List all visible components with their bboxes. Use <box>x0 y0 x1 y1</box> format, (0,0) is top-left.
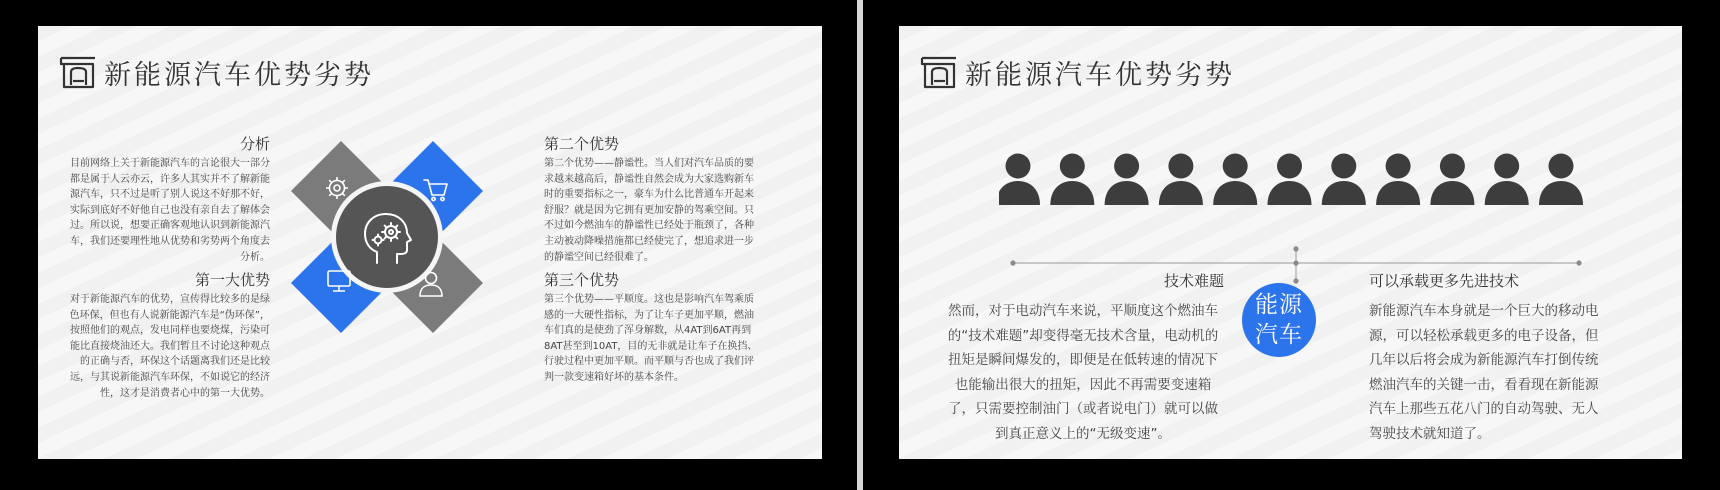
energy-car-label: 能源 汽车 <box>1255 292 1303 348</box>
slide-1-title-row <box>58 52 374 92</box>
tech-difficulty-text: 然而，对于电动汽车来说，平顺度这个燃油车的“技术难题”却变得毫无技术含量，电动机的扭矩是瞬间爆发的，即便是在低转速的情况下也能输出很大的扭矩，因此不再需要变速箱了，只需要控制油门（或者说电门）就可以做到真正意义上的“无级变速”。 <box>947 303 1219 442</box>
shop-icon <box>58 54 98 90</box>
person-icon <box>1376 154 1420 206</box>
slide-2-title-row <box>919 52 1235 92</box>
advantage-diagram <box>281 133 541 343</box>
page-title: 新能源汽车优势劣势 <box>965 59 1235 91</box>
person-icon <box>1268 154 1312 206</box>
timeline-bottom-dot <box>1293 278 1298 283</box>
person-icon <box>1105 154 1149 206</box>
page-title: 新能源汽车优势劣势 <box>104 59 374 91</box>
first-advantage-text: 对于新能源汽车的优势，宣传得比较多的是绿色环保，但也有人说新能源汽车是“伪环保”，按照他们的观点，发电同样也要烧煤，污染可能比直接烧油还大。我们暂且不讨论这种观点的正确与否，环保这个话题离我们还是比较远，与其说新能源汽车环保，不如说它的经济性，这才是消费者心中的第一大优势。 <box>69 294 270 399</box>
person-icon <box>999 154 1040 206</box>
second-advantage-heading: 第二个优势 <box>544 135 620 153</box>
person-icon <box>1539 154 1583 206</box>
energy-car-badge <box>1242 283 1316 357</box>
person-icon <box>1430 154 1474 206</box>
shop-icon <box>919 54 959 90</box>
person-icon <box>1485 154 1529 206</box>
third-advantage-heading: 第三个优势 <box>544 271 620 289</box>
timeline-top-dot <box>1293 246 1298 251</box>
person-icon <box>1322 154 1366 206</box>
slide-1[interactable] <box>38 26 822 459</box>
tech-difficulty-heading: 技术难题 <box>1163 272 1224 290</box>
third-advantage-text: 第三个优势——平顺度。这也是影响汽车驾乘质感的一大硬性指标，为了让车子更加平顺，燃油车们真的是使劲了浑身解数，从4AT到6AT再到8AT甚至到10AT，目的无非就是让车子在换挡、行驶过程中更加平顺。而平顺与否也成了我们评判一款变速箱好坏的基本条件。 <box>544 294 758 383</box>
person-icon <box>1213 154 1257 206</box>
person-icon <box>1050 154 1094 206</box>
more-tech-heading: 可以承载更多先进技术 <box>1369 272 1520 290</box>
more-tech-text: 新能源汽车本身就是一个巨大的移动电源，可以轻松承载更多的电子设备，但几年以后将会成为新能源汽车打倒传统燃油汽车的关键一击，看看现在新能源汽车上那些五花八门的自动驾驶、无人驾驶技术就知道了。 <box>1369 303 1599 442</box>
timeline-left-dot <box>1010 260 1015 265</box>
person-icon <box>1159 154 1203 206</box>
analysis-heading: 分析 <box>239 135 270 153</box>
slide-divider <box>857 0 863 490</box>
slide-2[interactable] <box>899 26 1682 459</box>
timeline-right-dot <box>1576 260 1581 265</box>
analysis-text: 目前网络上关于新能源汽车的言论很大一部分都是属于人云亦云，许多人其实并不了解新能源汽车，只不过是听了别人说这不好那不好，实际到底好不好他自己也没有亲自去了解体会过。所以说，想要正确客观地认识到新能源汽车，我们还要理性地从优势和劣势两个角度去分析。 <box>70 158 270 263</box>
second-advantage-text: 第二个优势——静谧性。当人们对汽车品质的要求越来越高后，静谧性自然会成为大家选购新车时的重要指标之一，豪车为什么比普通车开起来舒服？就是因为它拥有更加安静的驾乘空间。只不过如今燃油车的静谧性已经处于瓶颈了，各种主动被动降噪措施都已经使完了，想追求进一步的静谧空间已经很难了。 <box>544 158 754 263</box>
first-advantage-heading: 第一大优势 <box>194 271 270 289</box>
timeline-center-dot <box>1293 260 1298 265</box>
